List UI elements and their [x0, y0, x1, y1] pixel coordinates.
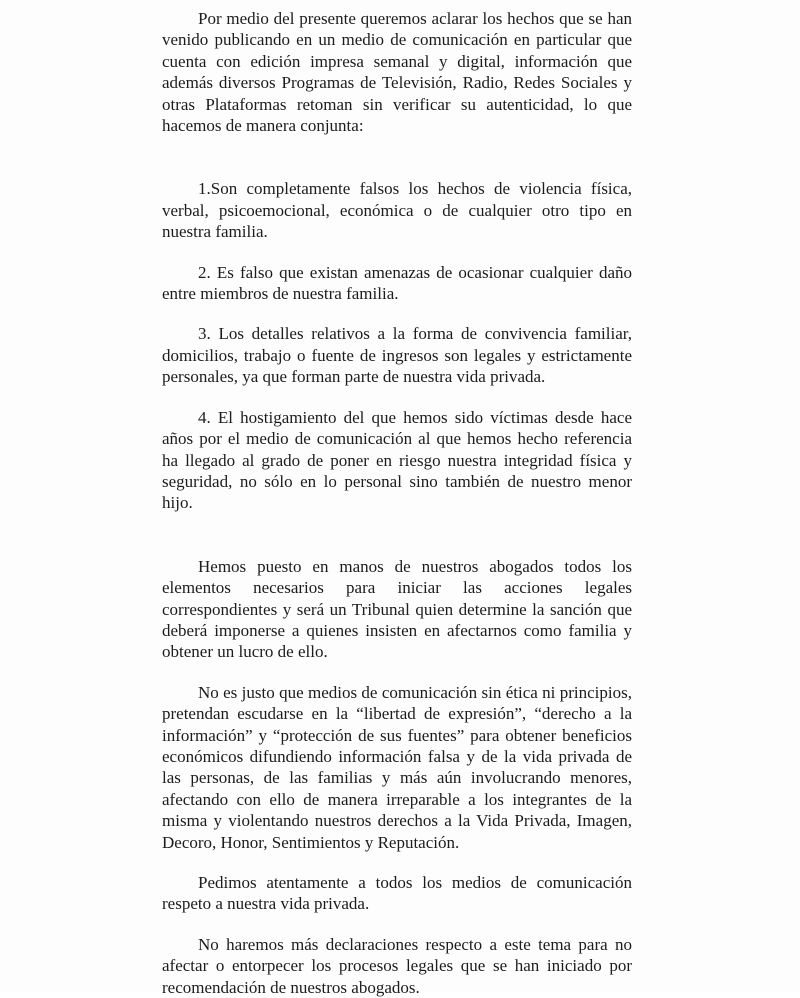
- spacer: [162, 514, 632, 556]
- spacer: [162, 304, 632, 323]
- spacer: [162, 388, 632, 407]
- point-2: 2. Es falso que existan amenazas de ocasionar cualquier daño entre miembros de nuestra familia.: [162, 262, 632, 304]
- spacer: [162, 243, 632, 262]
- no-more-statements-paragraph: No haremos más declaraciones respecto a este tema para no afectar o entorpecer los procesos legales que se han iniciado por recomendación de nuestros abogados.: [162, 934, 632, 997]
- privacy-request-paragraph: Pedimos atentamente a todos los medios de comunicación respeto a nuestra vida privada.: [162, 873, 632, 914]
- spacer: [162, 663, 632, 682]
- statement-body: [162, 8, 632, 998]
- point-3: 3. Los detalles relativos a la forma de convivencia familiar, domicilios, trabajo o fuente de ingresos son legales y estrictamente personales, ya que forman parte de nuestra vida privada.: [162, 324, 632, 387]
- spacer: [162, 915, 632, 934]
- lawyers-paragraph: Hemos puesto en manos de nuestros abogados todos los elementos necesarios para iniciar las acciones legales correspondientes y será un Tribunal quien determine la sanción que deberá imponerse a quienes insisten en afectarnos como familia y obtener un lucro de ello.: [162, 556, 632, 662]
- point-1: 1.Son completamente falsos los hechos de violencia física, verbal, psicoemocional, económica o de cualquier otro tipo en nuestra familia.: [162, 179, 632, 242]
- spacer: [162, 853, 632, 872]
- point-4: 4. El hostigamiento del que hemos sido víctimas desde hace años por el medio de comunicación al que hemos hecho referencia ha llegado al grado de poner en riesgo nuestra integridad física y seguridad, no sólo en lo personal sino también de nuestro menor hijo.: [162, 407, 632, 513]
- media-ethics-paragraph: No es justo que medios de comunicación sin ética ni principios, pretendan escudarse en la “libertad de expresión”, “derecho a la información” y “protección de sus fuentes” para obtener beneficios económicos difundiendo información falsa y de la vida privada de las personas, de las familias y más aún involucrando menores, afectando con ello de manera irreparable a los integrantes de la misma y violentando nuestros derechos a la Vida Privada, Imagen, Decoro, Honor, Sentimientos y Reputación.: [162, 682, 632, 852]
- intro-paragraph: Por medio del presente queremos aclarar los hechos que se han venido publicando en un medio de comunicación en particular que cuenta con edición impresa semanal y digital, información que además diversos Programas de Televisión, Radio, Redes Sociales y otras Plataformas retoman sin verificar su autenticidad, lo que hacemos de manera conjunta:: [162, 9, 632, 136]
- spacer: [162, 136, 632, 178]
